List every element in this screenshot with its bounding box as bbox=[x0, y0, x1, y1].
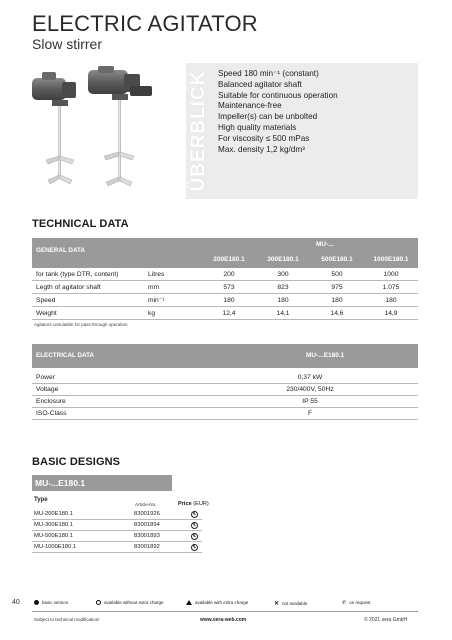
table-row bbox=[32, 384, 418, 396]
feature-item: Speed 180 min⁻¹ (constant) bbox=[218, 69, 319, 78]
feature-item: Balanced agitator shaft bbox=[218, 79, 302, 89]
row-value: IP 55 bbox=[302, 398, 318, 405]
row-unit: min⁻¹ bbox=[148, 297, 165, 304]
row-name: for tank (type DTR, content) bbox=[36, 271, 119, 278]
page-subtitle: Slow stirrer bbox=[32, 36, 103, 52]
row-value: 14,6 bbox=[330, 310, 344, 317]
legend-item: ✆ on request bbox=[342, 600, 371, 606]
row-value: 14,1 bbox=[276, 310, 290, 317]
row-unit: kg bbox=[148, 310, 156, 317]
table-footnote: Agitators unsuitable for pass-through operation bbox=[34, 322, 128, 327]
list-item bbox=[32, 531, 202, 542]
row-name: Weight bbox=[36, 310, 57, 317]
footer-disclaimer: Subject to technical modification! bbox=[34, 617, 100, 622]
table-row bbox=[32, 307, 418, 320]
table-row bbox=[32, 372, 418, 384]
legend-item: ✕ not available bbox=[274, 601, 308, 607]
design-type: MU-300E180.1 bbox=[34, 522, 73, 528]
row-unit: Litres bbox=[148, 271, 165, 278]
feature-item: High quality materials bbox=[218, 122, 297, 132]
model-column-header: 200E180.1 bbox=[213, 256, 245, 263]
model-columns bbox=[202, 256, 418, 263]
row-value: 12,4 bbox=[222, 310, 236, 317]
row-name: ISO-Class bbox=[36, 410, 67, 417]
list-item bbox=[32, 542, 202, 553]
feature-item: Maintenance-free bbox=[218, 101, 282, 111]
row-name: Voltage bbox=[36, 386, 59, 393]
cross-icon: ✕ bbox=[274, 601, 280, 607]
footer-divider bbox=[32, 611, 418, 612]
table-row bbox=[32, 281, 418, 294]
design-type: MU-200E180.1 bbox=[34, 511, 73, 517]
row-value: 200 bbox=[223, 271, 235, 278]
row-value: 823 bbox=[277, 284, 289, 291]
basic-designs-tag: MU-...E180.1 bbox=[32, 475, 172, 491]
list-item bbox=[32, 520, 202, 531]
row-value: 1000 bbox=[383, 271, 399, 278]
electrical-data-header bbox=[32, 344, 418, 368]
feature-item: Max. density 1,2 kg/dm³ bbox=[218, 144, 305, 154]
legend bbox=[34, 600, 420, 608]
article-number: 83001926 bbox=[134, 511, 160, 517]
row-value: 500 bbox=[331, 271, 343, 278]
article-number: 83001892 bbox=[134, 544, 160, 550]
price-column-header: Price (EUR) bbox=[178, 501, 209, 507]
agitator-right bbox=[88, 66, 152, 186]
price-on-request-icon: € bbox=[191, 511, 198, 518]
list-item bbox=[32, 509, 202, 520]
on-request-icon: ✆ bbox=[342, 600, 347, 606]
footer-copyright: © 2021 sera GmbH bbox=[364, 617, 408, 623]
feature-item: For viscosity ≤ 500 mPas bbox=[218, 133, 310, 143]
basic-designs-heading: BASIC DESIGNS bbox=[32, 456, 121, 468]
row-value: 180 bbox=[331, 297, 343, 304]
overview-vertical-text: ÜBERBLICK bbox=[188, 70, 209, 192]
electrical-data-label: ELECTRICAL DATA bbox=[36, 352, 95, 359]
general-data-header bbox=[32, 238, 418, 268]
row-value: 573 bbox=[223, 284, 235, 291]
row-value: 230/400V, 50Hz bbox=[286, 386, 334, 393]
article-number: 83001894 bbox=[134, 522, 160, 528]
general-data-label: GENERAL DATA bbox=[36, 247, 85, 254]
footer-website-link[interactable]: www.sera-web.com bbox=[200, 617, 247, 623]
row-value: 300 bbox=[277, 271, 289, 278]
model-column-header: 1000E180.1 bbox=[373, 256, 409, 263]
row-value: 180 bbox=[277, 297, 289, 304]
agitator-left bbox=[32, 72, 76, 184]
table-row bbox=[32, 408, 418, 420]
price-on-request-icon: € bbox=[191, 533, 198, 540]
price-on-request-icon: € bbox=[191, 544, 198, 551]
type-column-header: Type bbox=[34, 497, 48, 503]
table-row bbox=[32, 268, 418, 281]
row-name: Legth of agitator shaft bbox=[36, 284, 101, 291]
row-value: 14,9 bbox=[384, 310, 398, 317]
electrical-data-group: MU-...E180.1 bbox=[306, 352, 345, 359]
article-column-header: Article-No. bbox=[135, 502, 157, 507]
page-number: 40 bbox=[12, 599, 20, 606]
row-value: F bbox=[307, 410, 313, 417]
table-row bbox=[32, 396, 418, 408]
price-on-request-icon: € bbox=[191, 522, 198, 529]
overview-vertical-label bbox=[186, 63, 212, 199]
legend-item: available with extra charge bbox=[186, 600, 248, 605]
triangle-icon bbox=[186, 600, 192, 605]
feature-item: Suitable for continuous operation bbox=[218, 90, 338, 100]
page-title: ELECTRIC AGITATOR bbox=[32, 11, 258, 36]
row-unit: mm bbox=[148, 284, 160, 291]
row-value: 180 bbox=[223, 297, 235, 304]
open-circle-icon bbox=[96, 600, 101, 605]
technical-data-heading: TECHNICAL DATA bbox=[32, 218, 129, 230]
feature-item: Impeller(s) can be unbolted bbox=[218, 112, 318, 122]
row-name: Power bbox=[36, 374, 55, 381]
row-value: 0,37 kW bbox=[297, 374, 323, 381]
design-type: MU-1000E180.1 bbox=[34, 544, 77, 550]
general-data-group: MU-... bbox=[316, 241, 334, 248]
table-row bbox=[32, 294, 418, 307]
design-type: MU-500E180.1 bbox=[34, 533, 73, 539]
model-column-header: 300E180.1 bbox=[267, 256, 299, 263]
legend-item: available without extra charge bbox=[96, 600, 164, 605]
row-name: Speed bbox=[36, 297, 56, 304]
row-name: Enclosure bbox=[36, 398, 66, 405]
row-value: 1.075 bbox=[382, 284, 400, 291]
row-value: 975 bbox=[331, 284, 343, 291]
model-column-header: 500E180.1 bbox=[321, 256, 353, 263]
product-image bbox=[26, 64, 182, 198]
feature-list bbox=[218, 69, 414, 155]
article-number: 83001893 bbox=[134, 533, 160, 539]
legend-item: basic version bbox=[34, 600, 68, 605]
filled-circle-icon bbox=[34, 600, 39, 605]
row-value: 180 bbox=[385, 297, 397, 304]
